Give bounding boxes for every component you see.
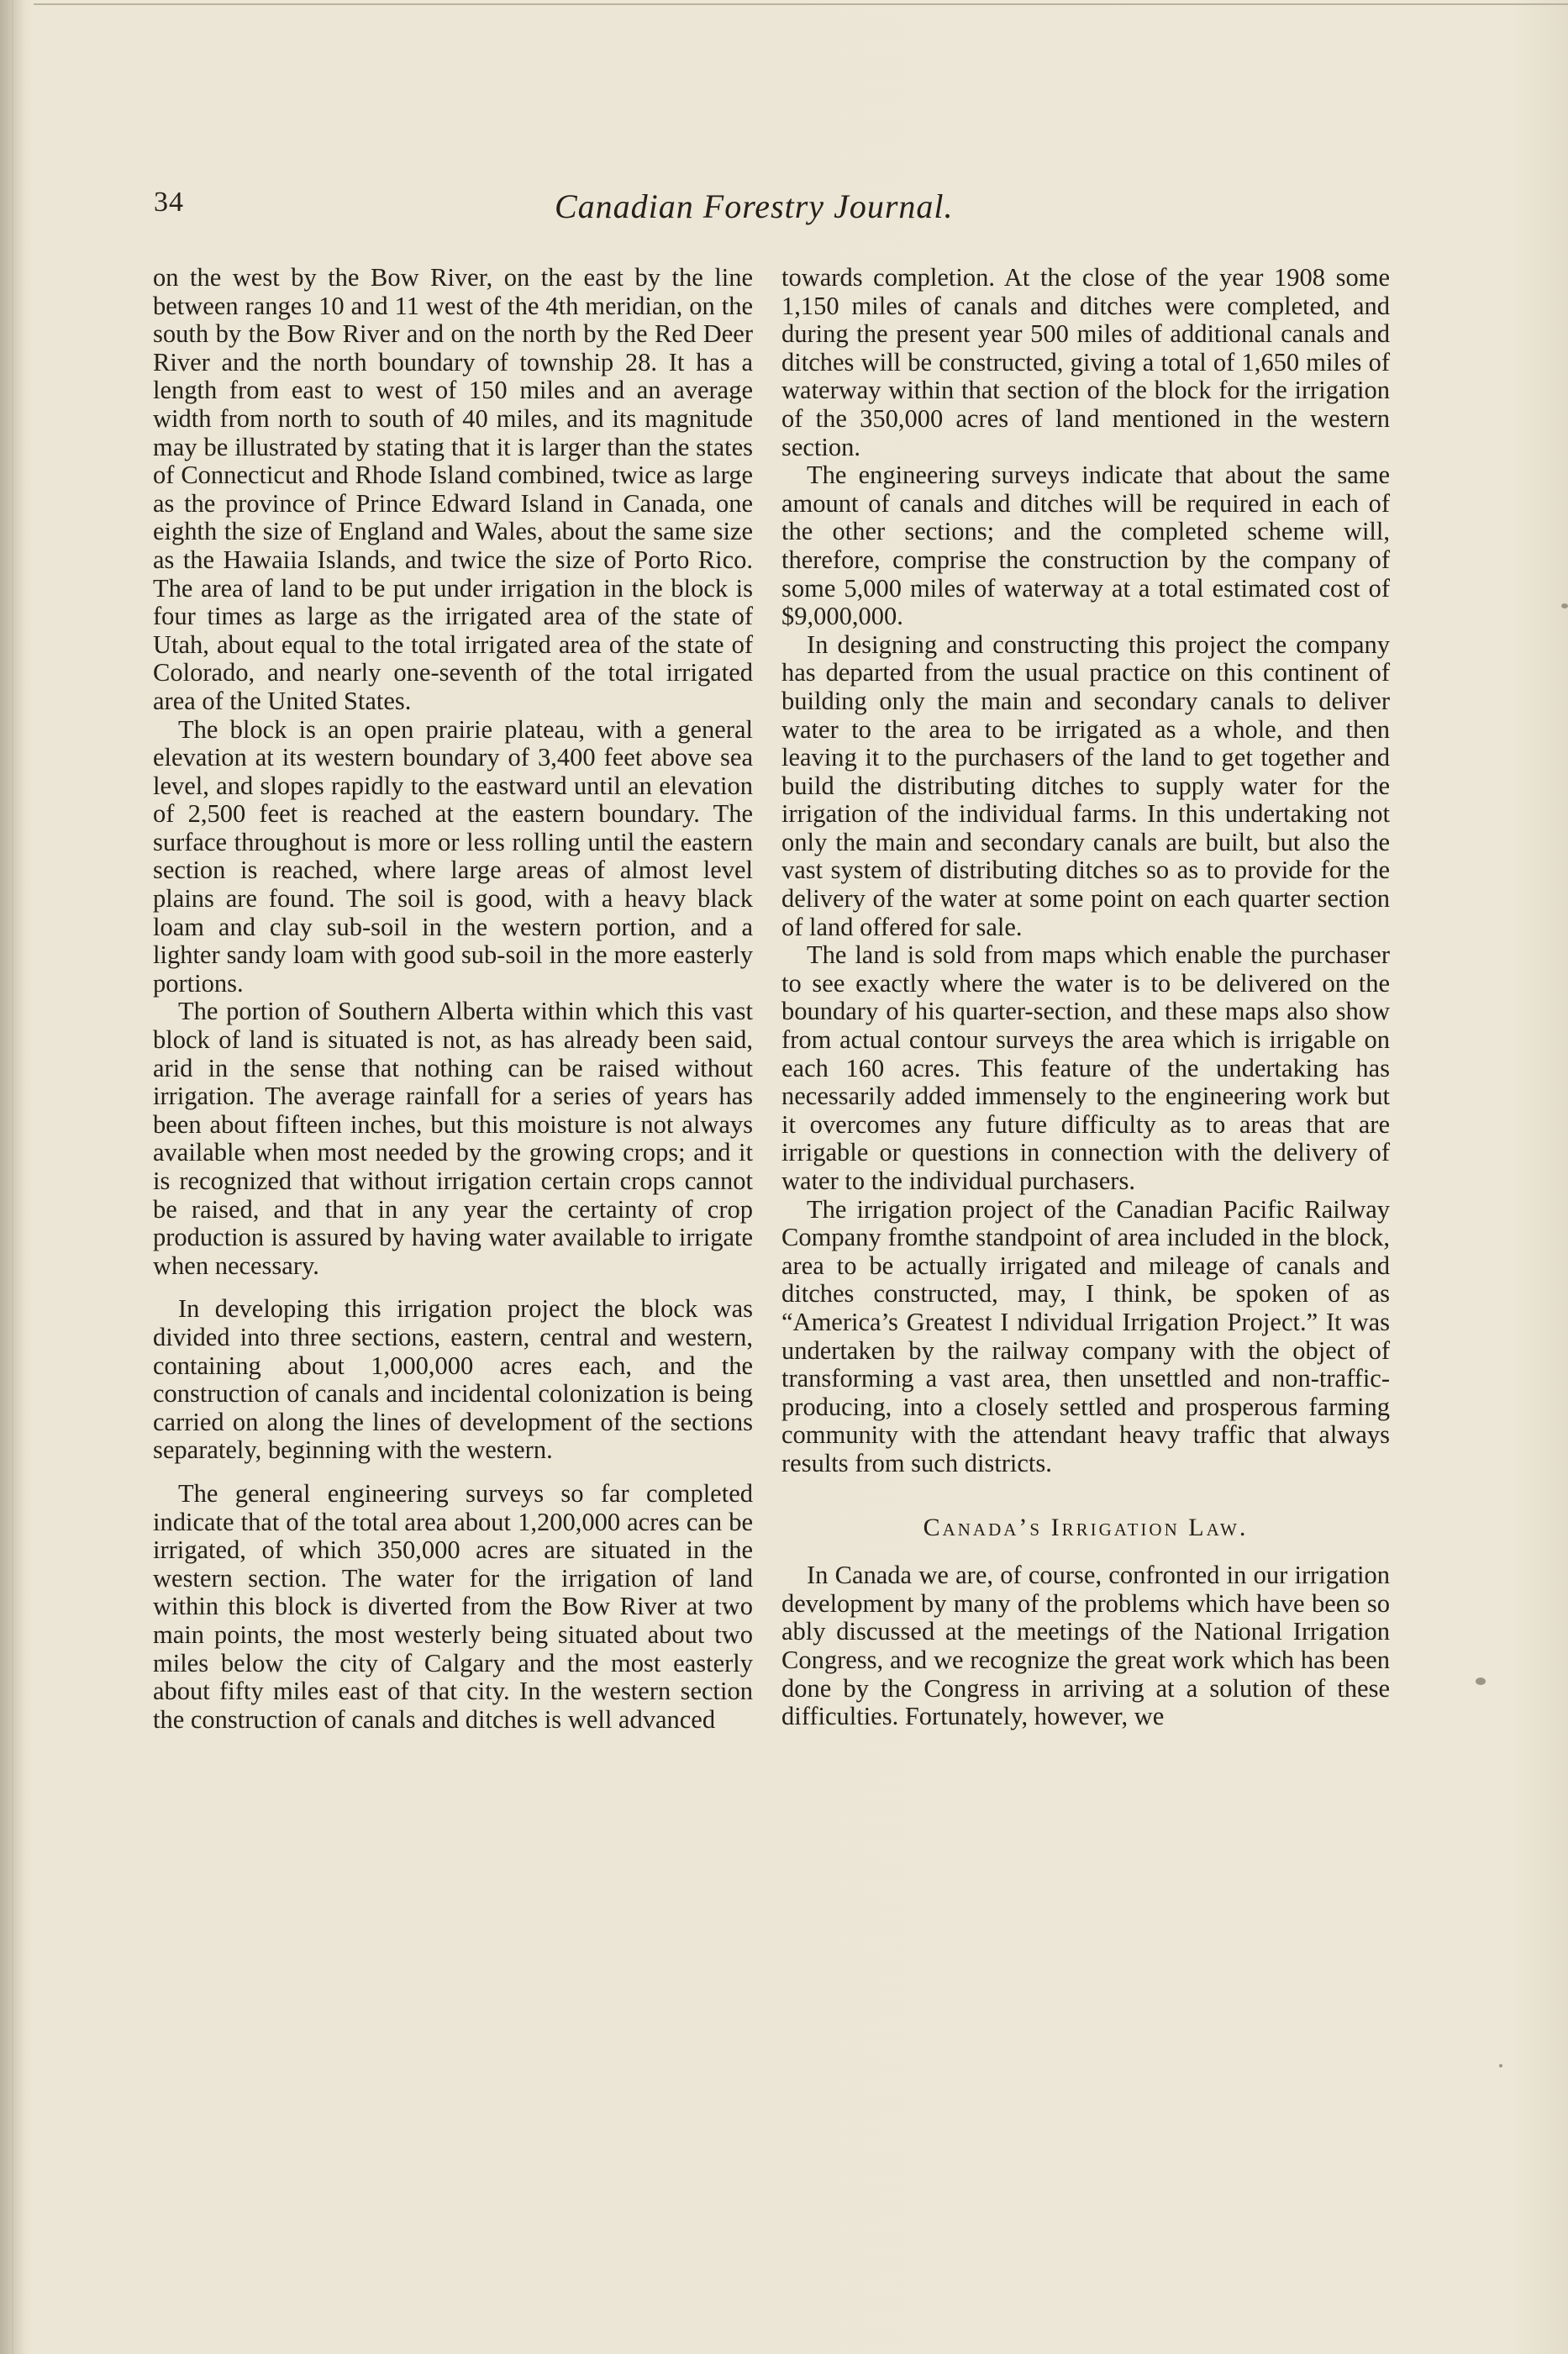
left-column [153,264,753,1734]
paragraph: In designing and constructing this project the company has departed from the usual practice on this continent of building only the main and secondary canals to deliver water to the area to be irrigated as a whole, and then leaving it to the purchasers of the land to get together and build the distributing ditches to supply water for the irrigation of the individual farms. In this undertaking not only the main and secondary canals are built, but also the vast system of distributing ditches so as to provide for the delivery of the water at some point on each quarter section of land offered for sale. [781,629,1390,941]
paper-speck [1499,2064,1502,2067]
page-number: 34 [154,187,184,218]
paragraph: on the west by the Bow River, on the east by the line between ranges 10 and 11 west of the 4th meridian, on the south by the Bow River and on the north by the Red Deer River and the north boundary of township 28. It has a length from east to west of 150 miles and an average width from north to south of 40 miles, and its magnitude may be illustrated by stating that it is larger than the states of Connecticut and Rhode Island combined, twice as large as the province of Prince Edward Island in Canada, one eighth the size of England and Wales, about the same size as the Hawaiia Islands, and twice the size of Porto Rico. The area of land to be put under irrigation in the block is four times as large as the irrigated area of the state of Utah, about equal to the total irrigated area of the state of Colorado, and nearly one-seventh of the total irrigated area of the United States. [153,263,753,715]
section-heading: Canada’s Irrigation Law. [923,1513,1249,1541]
paper-speck [1476,1677,1486,1685]
right-column [781,264,1390,1731]
paragraph: The general engineering surveys so far completed indicate that of the total area about 1,200,000 acres can be irrigated, of which 350,000 acres are situated in the western section. The water for the irrigation of land within this block is diverted from the Bow River at two main points, the most westerly being situated about two miles below the city of Calgary and the most easterly about fifty miles east of that city. In the western section the construction of canals and ditches is well advanced [153,1478,753,1734]
paragraph: The engineering surveys indicate that about the same amount of canals and ditches will be required in each of the other sections; and the completed scheme will, therefore, comprise the construction by the company of some 5,000 miles of waterway at a total estimated cost of $9,000,000. [781,461,1390,631]
paragraph: The portion of Southern Alberta within which this vast block of land is situated is not, as has already been said, arid in the sense that nothing can be raised without irrigation. The average rainfall for a series of years has been about fifteen inches, but this moisture is not always available when most needed by the growing crops; and it is recognized that without irrigation certain crops cannot be raised, and that in any year the certainty of crop production is assured by having water available to irrigate when necessary. [153,997,753,1280]
paragraph: In Canada we are, of course, confronted in our irrigation development by many of the problems which have been so ably discussed at the meetings of the National Irrigation Congress, and we recognize the great work which has been done by the Congress in arriving at a solution of these difficulties. Fortunately, however, we [781,1561,1390,1731]
paragraph: The irrigation project of the Canadian Pacific Railway Company fromthe standpoint of area included in the block, area to be actually irrigated and mileage of canals and ditches constructed, may, I think, be spoken of as “America’s Greatest I ndividual Irrigation Project.” It was undertaken by the railway company with the object of transforming a vast area, then unsettled and non-traffic-producing, into a closely settled and prosperous farming community with the attendant heavy traffic that always results from such districts. [781,1194,1390,1477]
paper-speck [1561,603,1568,608]
paragraph: The block is an open prairie plateau, with a general elevation at its western boundary of 3,400 feet above sea level, and slopes rapidly to the eastward until an elevation of 2,500 feet is reached at the eastern boundary. The surface throughout is more or less rolling until the eastern section is reached, where large areas of almost level plains are found. The soil is good, with a heavy black loam and clay sub-soil in the western portion, and a lighter sandy loam with good sub-soil in the more easterly portions. [153,714,753,998]
binding-rule [12,0,13,2354]
paragraph: In developing this irrigation project the block was divided into three sections, eastern, central and western, containing about 1,000,000 acres each, and the construction of canals and incidental colonization is being carried on along the lines of development of the sections separately, beginning with the western. [153,1294,753,1465]
paragraph: towards completion. At the close of the year 1908 some 1,150 miles of canals and ditches were completed, and during the present year 500 miles of additional canals and ditches will be constructed, giving a total of 1,650 miles of waterway within that section of the block for the irrigation of the 350,000 acres of land mentioned in the western section. [781,263,1390,461]
top-edge-line [34,3,1568,5]
journal-title: Canadian Forestry Journal. [555,187,954,225]
paragraph: The land is sold from maps which enable the purchaser to see exactly where the water is to be delivered on the boundary of his quarter-section, and these maps also show from actual contour surveys the area which is irrigable on each 160 acres. This feature of the undertaking has necessarily added immensely to the engineering work but it overcomes any future difficulty as to areas that are irrigable or questions in connection with the delivery of water to the individual purchasers. [781,940,1390,1195]
